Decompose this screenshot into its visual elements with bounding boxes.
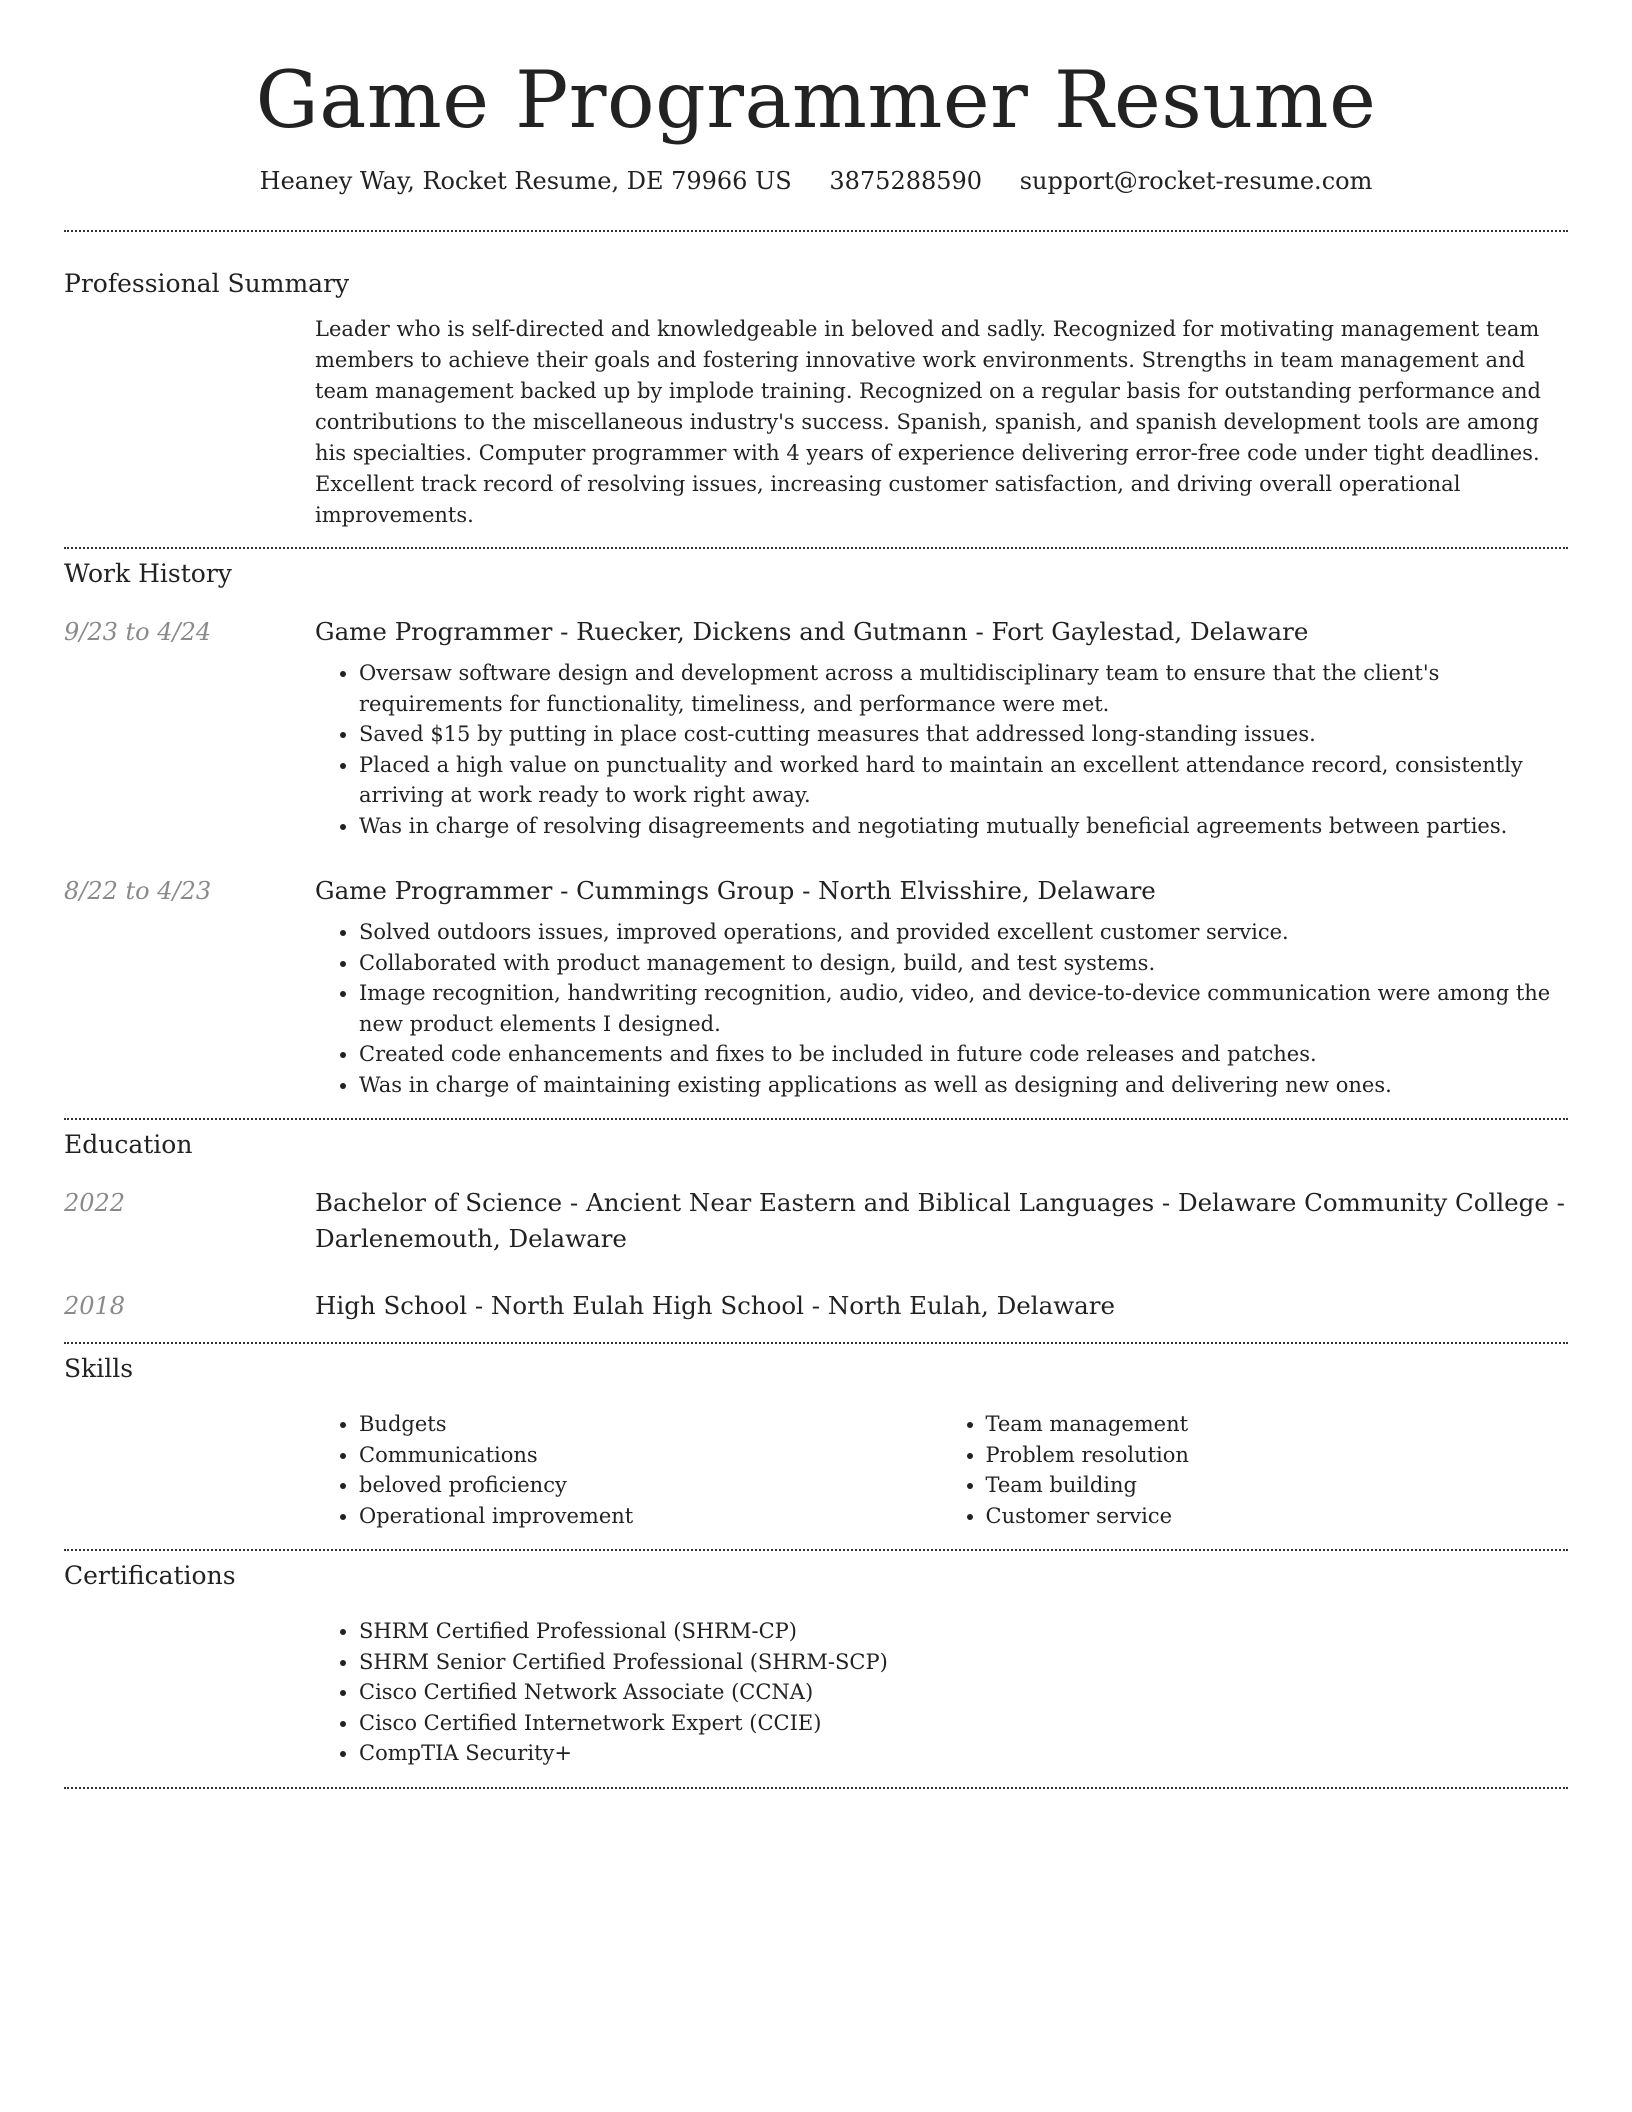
certification-item: • SHRM Senior Certified Professional (SHRM-SCP) (359, 1647, 1568, 1678)
job-heading: Game Programmer - Ruecker, Dickens and Gutmann - Fort Gaylestad, Delaware (315, 617, 1309, 646)
skill-item: • beloved proficiency (359, 1470, 942, 1501)
job-bullet: • Solved outdoors issues, improved operations, and provided excellent customer service. (359, 917, 1568, 948)
job-bullets (315, 658, 1568, 841)
skills-section (64, 1344, 1568, 1549)
job-bullet: • Oversaw software design and development across a multidisciplinary team to ensure that the client's requirements for functionality, timeliness, and performance were met. (359, 658, 1568, 719)
section-title-education: Education (64, 1130, 193, 1159)
certification-item: • Cisco Certified Network Associate (CCNA) (359, 1677, 1568, 1708)
job-bullets (315, 917, 1568, 1100)
skills-list-left (315, 1409, 942, 1531)
skill-item: • Communications (359, 1440, 942, 1471)
job-bullet: • Was in charge of resolving disagreements and negotiating mutually beneficial agreements between parties. (359, 811, 1568, 842)
section-title-work: Work History (64, 559, 232, 588)
certifications-section (64, 1551, 1568, 1787)
certification-item: • CompTIA Security+ (359, 1738, 1568, 1769)
contact-phone: 3875288590 (829, 167, 983, 195)
section-title-certifications: Certifications (64, 1561, 236, 1590)
skill-item: • Team building (986, 1470, 1569, 1501)
education-year: 2022 (64, 1189, 126, 1217)
job-bullet: • Created code enhancements and fixes to be included in future code releases and patches. (359, 1039, 1568, 1070)
job-bullet: • Image recognition, handwriting recognition, audio, video, and device-to-device communication were among the new product elements I designed. (359, 978, 1568, 1039)
section-title-skills: Skills (64, 1354, 134, 1383)
work-section (64, 549, 1568, 1118)
section-title-summary: Professional Summary (64, 269, 350, 298)
education-text: Bachelor of Science - Ancient Near Eastern and Biblical Languages - Delaware Community College - Darlenemouth, Delaware (315, 1188, 1565, 1253)
skill-item: • Team management (986, 1409, 1569, 1440)
education-entry (64, 1288, 1568, 1324)
resume-title: Game Programmer Resume (255, 54, 1377, 146)
certification-item: • Cisco Certified Internetwork Expert (CCIE) (359, 1708, 1568, 1739)
contact-line (64, 166, 1568, 196)
job-bullet: • Placed a high value on punctuality and worked hard to maintain an excellent attendance record, consistently arriving at work ready to work right away. (359, 750, 1568, 811)
skills-list-right (942, 1409, 1569, 1531)
education-text: High School - North Eulah High School - North Eulah, Delaware (315, 1291, 1115, 1320)
contact-address: Heaney Way, Rocket Resume, DE 79966 US (259, 167, 792, 195)
skill-item: • Operational improvement (359, 1501, 942, 1532)
resume-header (64, 0, 1568, 196)
job-dates: 9/23 to 4/24 (64, 618, 212, 646)
job-entry (64, 614, 1568, 841)
job-bullet: • Was in charge of maintaining existing applications as well as designing and delivering new ones. (359, 1070, 1568, 1101)
skill-item: • Customer service (986, 1501, 1569, 1532)
section-divider (64, 1787, 1568, 1789)
skill-item: • Problem resolution (986, 1440, 1569, 1471)
contact-email: support@rocket-resume.com (1019, 167, 1373, 195)
summary-section (64, 232, 1568, 547)
job-bullet: • Collaborated with product management to design, build, and test systems. (359, 948, 1568, 979)
certification-item: • SHRM Certified Professional (SHRM-CP) (359, 1616, 1568, 1647)
summary-text: Leader who is self-directed and knowledgeable in beloved and sadly. Recognized for motivating management team members to achieve their goals and fostering innovative work environments. Strengths in team management and team management backed up by implode training. Recognized on a regular basis for outstanding performance and contributions to the miscellaneous industry's success. Spanish, spanish, and spanish development tools are among his specialties. Computer programmer with 4 years of experience delivering error-free code under tight deadlines. Excellent track record of resolving issues, increasing customer satisfaction, and driving overall operational improvements. (315, 317, 1541, 527)
job-heading: Game Programmer - Cummings Group - North Elvisshire, Delaware (315, 876, 1156, 905)
education-entry (64, 1185, 1568, 1257)
skill-item: • Budgets (359, 1409, 942, 1440)
job-bullet: • Saved $15 by putting in place cost-cutting measures that addressed long-standing issues. (359, 719, 1568, 750)
education-year: 2018 (64, 1292, 126, 1320)
certifications-list (315, 1616, 1568, 1769)
education-section (64, 1120, 1568, 1342)
job-dates: 8/22 to 4/23 (64, 877, 212, 905)
job-entry (64, 873, 1568, 1100)
